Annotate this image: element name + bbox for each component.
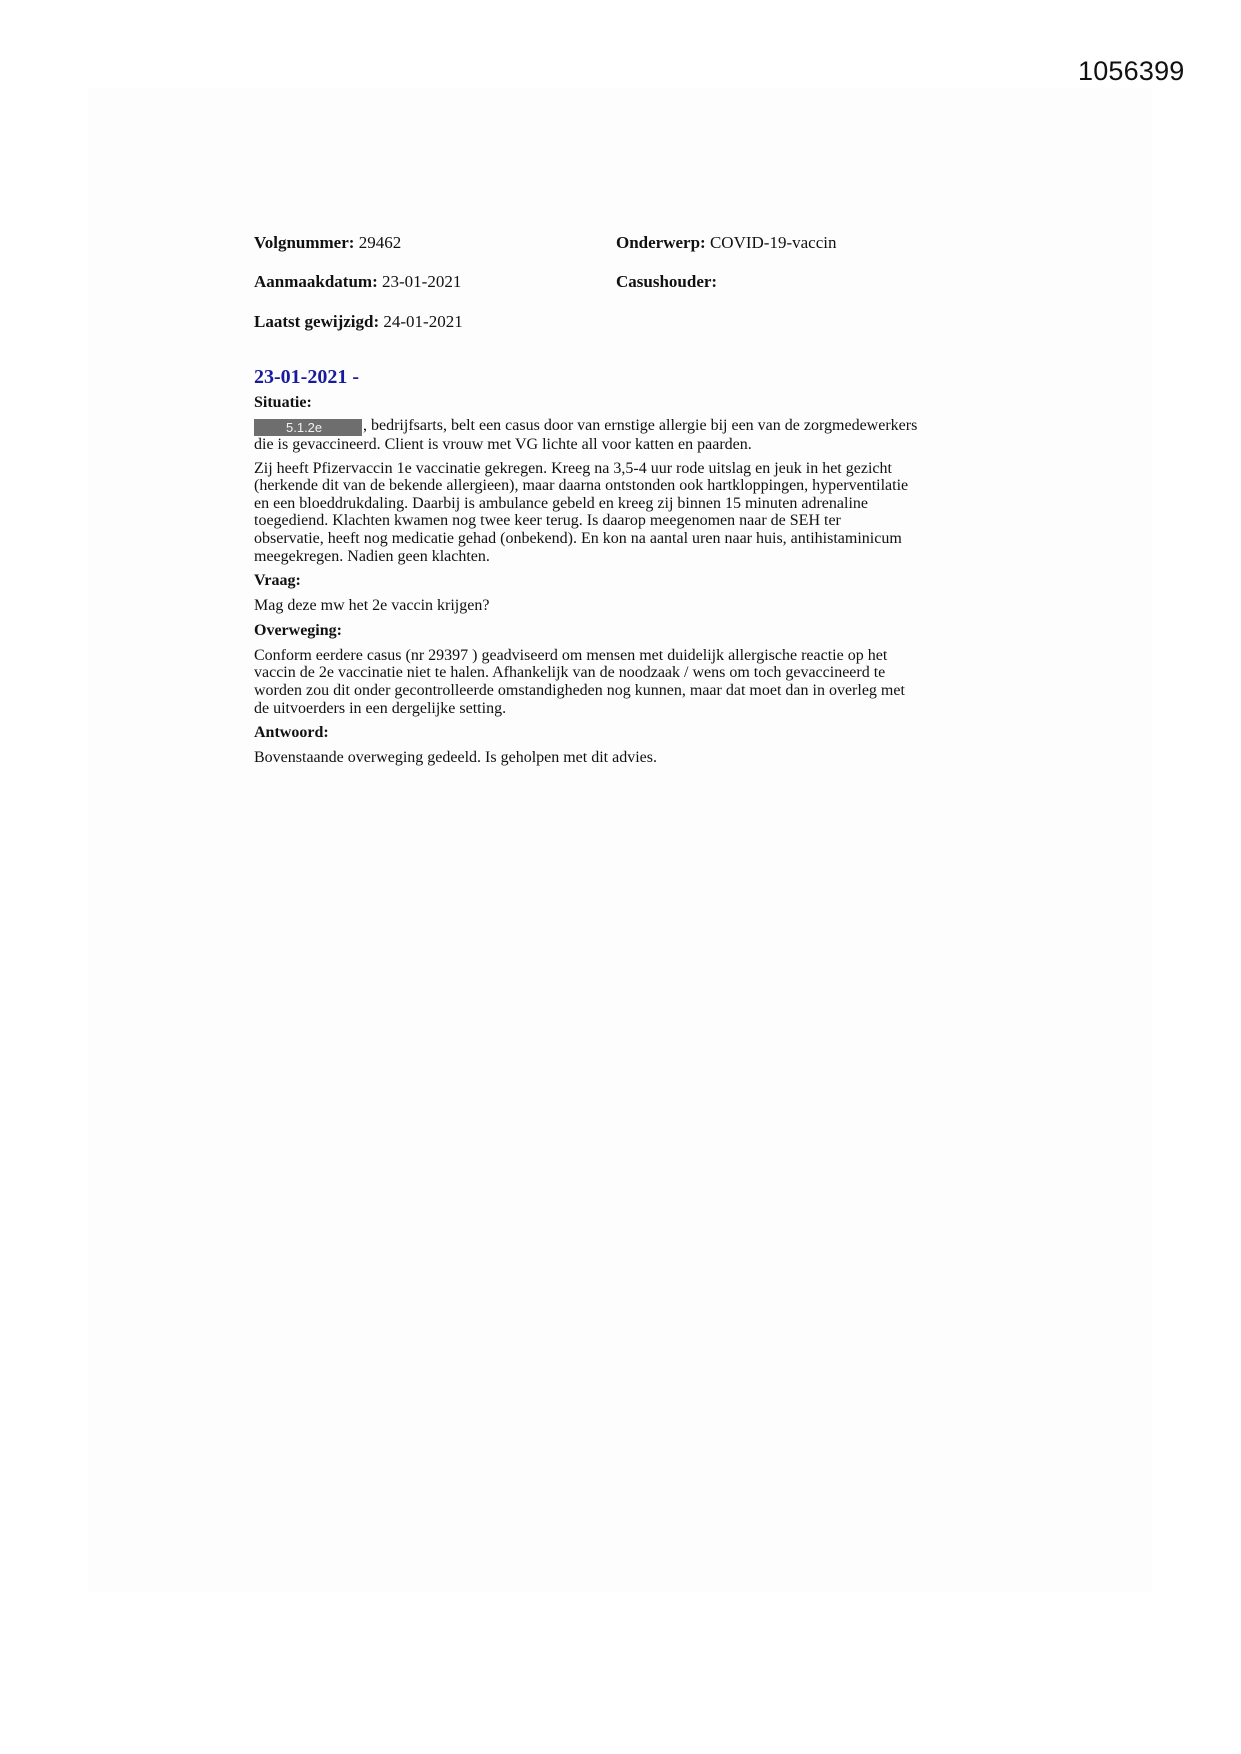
situatie-p2-line: en een bloeddrukdaling. Daarbij is ambulance gebeld en kreeg zij binnen 15 minuten adrenaline (254, 494, 868, 512)
meta-casushouder (616, 272, 717, 292)
meta-volgnummer (254, 233, 401, 253)
situatie-line-1-text: , bedrijfsarts, belt een casus door van ernstige allergie bij een van de zorgmedewerkers (363, 417, 918, 434)
overweging-label: Overweging: (254, 621, 342, 639)
overweging-line: vaccin de 2e vaccinatie niet te halen. Afhankelijk van de noodzaak / wens om toch gevaccineerd te (254, 664, 886, 682)
situatie-paragraph-1 (254, 417, 1014, 454)
situatie-paragraph-2 (254, 460, 1014, 566)
meta-laatst-gewijzigd (254, 312, 463, 332)
overweging-text (254, 647, 1014, 717)
vraag-text-line: Mag deze mw het 2e vaccin krijgen? (254, 597, 490, 615)
situatie-p2-line: meegekregen. Nadien geen klachten. (254, 547, 490, 565)
meta-volgnummer-value: 29462 (358, 233, 402, 252)
meta-laatst-gewijzigd-label: Laatst gewijzigd: (254, 312, 380, 331)
entry-date-heading: 23-01-2021 - (254, 366, 359, 388)
situatie-p2-line: toegediend. Klachten kwamen nog twee keer terug. Is daarop meegenomen naar de SEH ter (254, 512, 841, 530)
case-entry (254, 364, 1014, 767)
meta-aanmaakdatum-label: Aanmaakdatum: (254, 272, 378, 291)
meta-casushouder-label: Casushouder: (616, 272, 718, 291)
meta-aanmaakdatum-value: 23-01-2021 (382, 272, 462, 291)
page-panel (88, 88, 1152, 1592)
antwoord-label: Antwoord: (254, 724, 329, 742)
situatie-label: Situatie: (254, 394, 312, 411)
antwoord-text-line: Bovenstaande overweging gedeeld. Is geholpen met dit advies. (254, 749, 657, 767)
situatie-line-2: die is gevaccineerd. Client is vrouw met VG lichte all voor katten en paarden. (254, 436, 752, 453)
situatie-p2-line: observatie, heeft nog medicatie gehad (onbekend). En kon na aantal uren naar huis, antihistaminicum (254, 529, 902, 547)
antwoord-text (254, 749, 1014, 767)
overweging-line: worden zou dit onder gecontrolleerde omstandigheden nog kunnen, maar dat moet dan in overleg met (254, 681, 905, 699)
vraag-text (254, 597, 1014, 615)
document-id-number: 1056399 (1078, 56, 1185, 86)
situatie-p2-line: (herkende dit van de bekende allergieen), maar daarna ontstonden ook hartkloppingen, hyperventilatie (254, 477, 909, 495)
meta-laatst-gewijzigd-value: 24-01-2021 (383, 312, 463, 331)
overweging-line: Conform eerdere casus (nr 29397 ) geadviseerd om mensen met duidelijk allergische reactie op het (254, 646, 888, 664)
vraag-label: Vraag: (254, 572, 301, 590)
meta-onderwerp (616, 233, 836, 253)
redaction-box: 5.1.2e (254, 419, 362, 436)
situatie-line-1 (254, 417, 1014, 436)
meta-volgnummer-label: Volgnummer: (254, 233, 355, 252)
overweging-line: de uitvoerders in een dergelijke setting. (254, 699, 507, 717)
meta-onderwerp-value: COVID-19-vaccin (709, 233, 837, 252)
meta-onderwerp-label: Onderwerp: (616, 233, 706, 252)
meta-aanmaakdatum (254, 272, 461, 292)
situatie-p2-line: Zij heeft Pfizervaccin 1e vaccinatie gekregen. Kreeg na 3,5-4 uur rode uitslag en jeuk in het gezicht (254, 459, 892, 477)
